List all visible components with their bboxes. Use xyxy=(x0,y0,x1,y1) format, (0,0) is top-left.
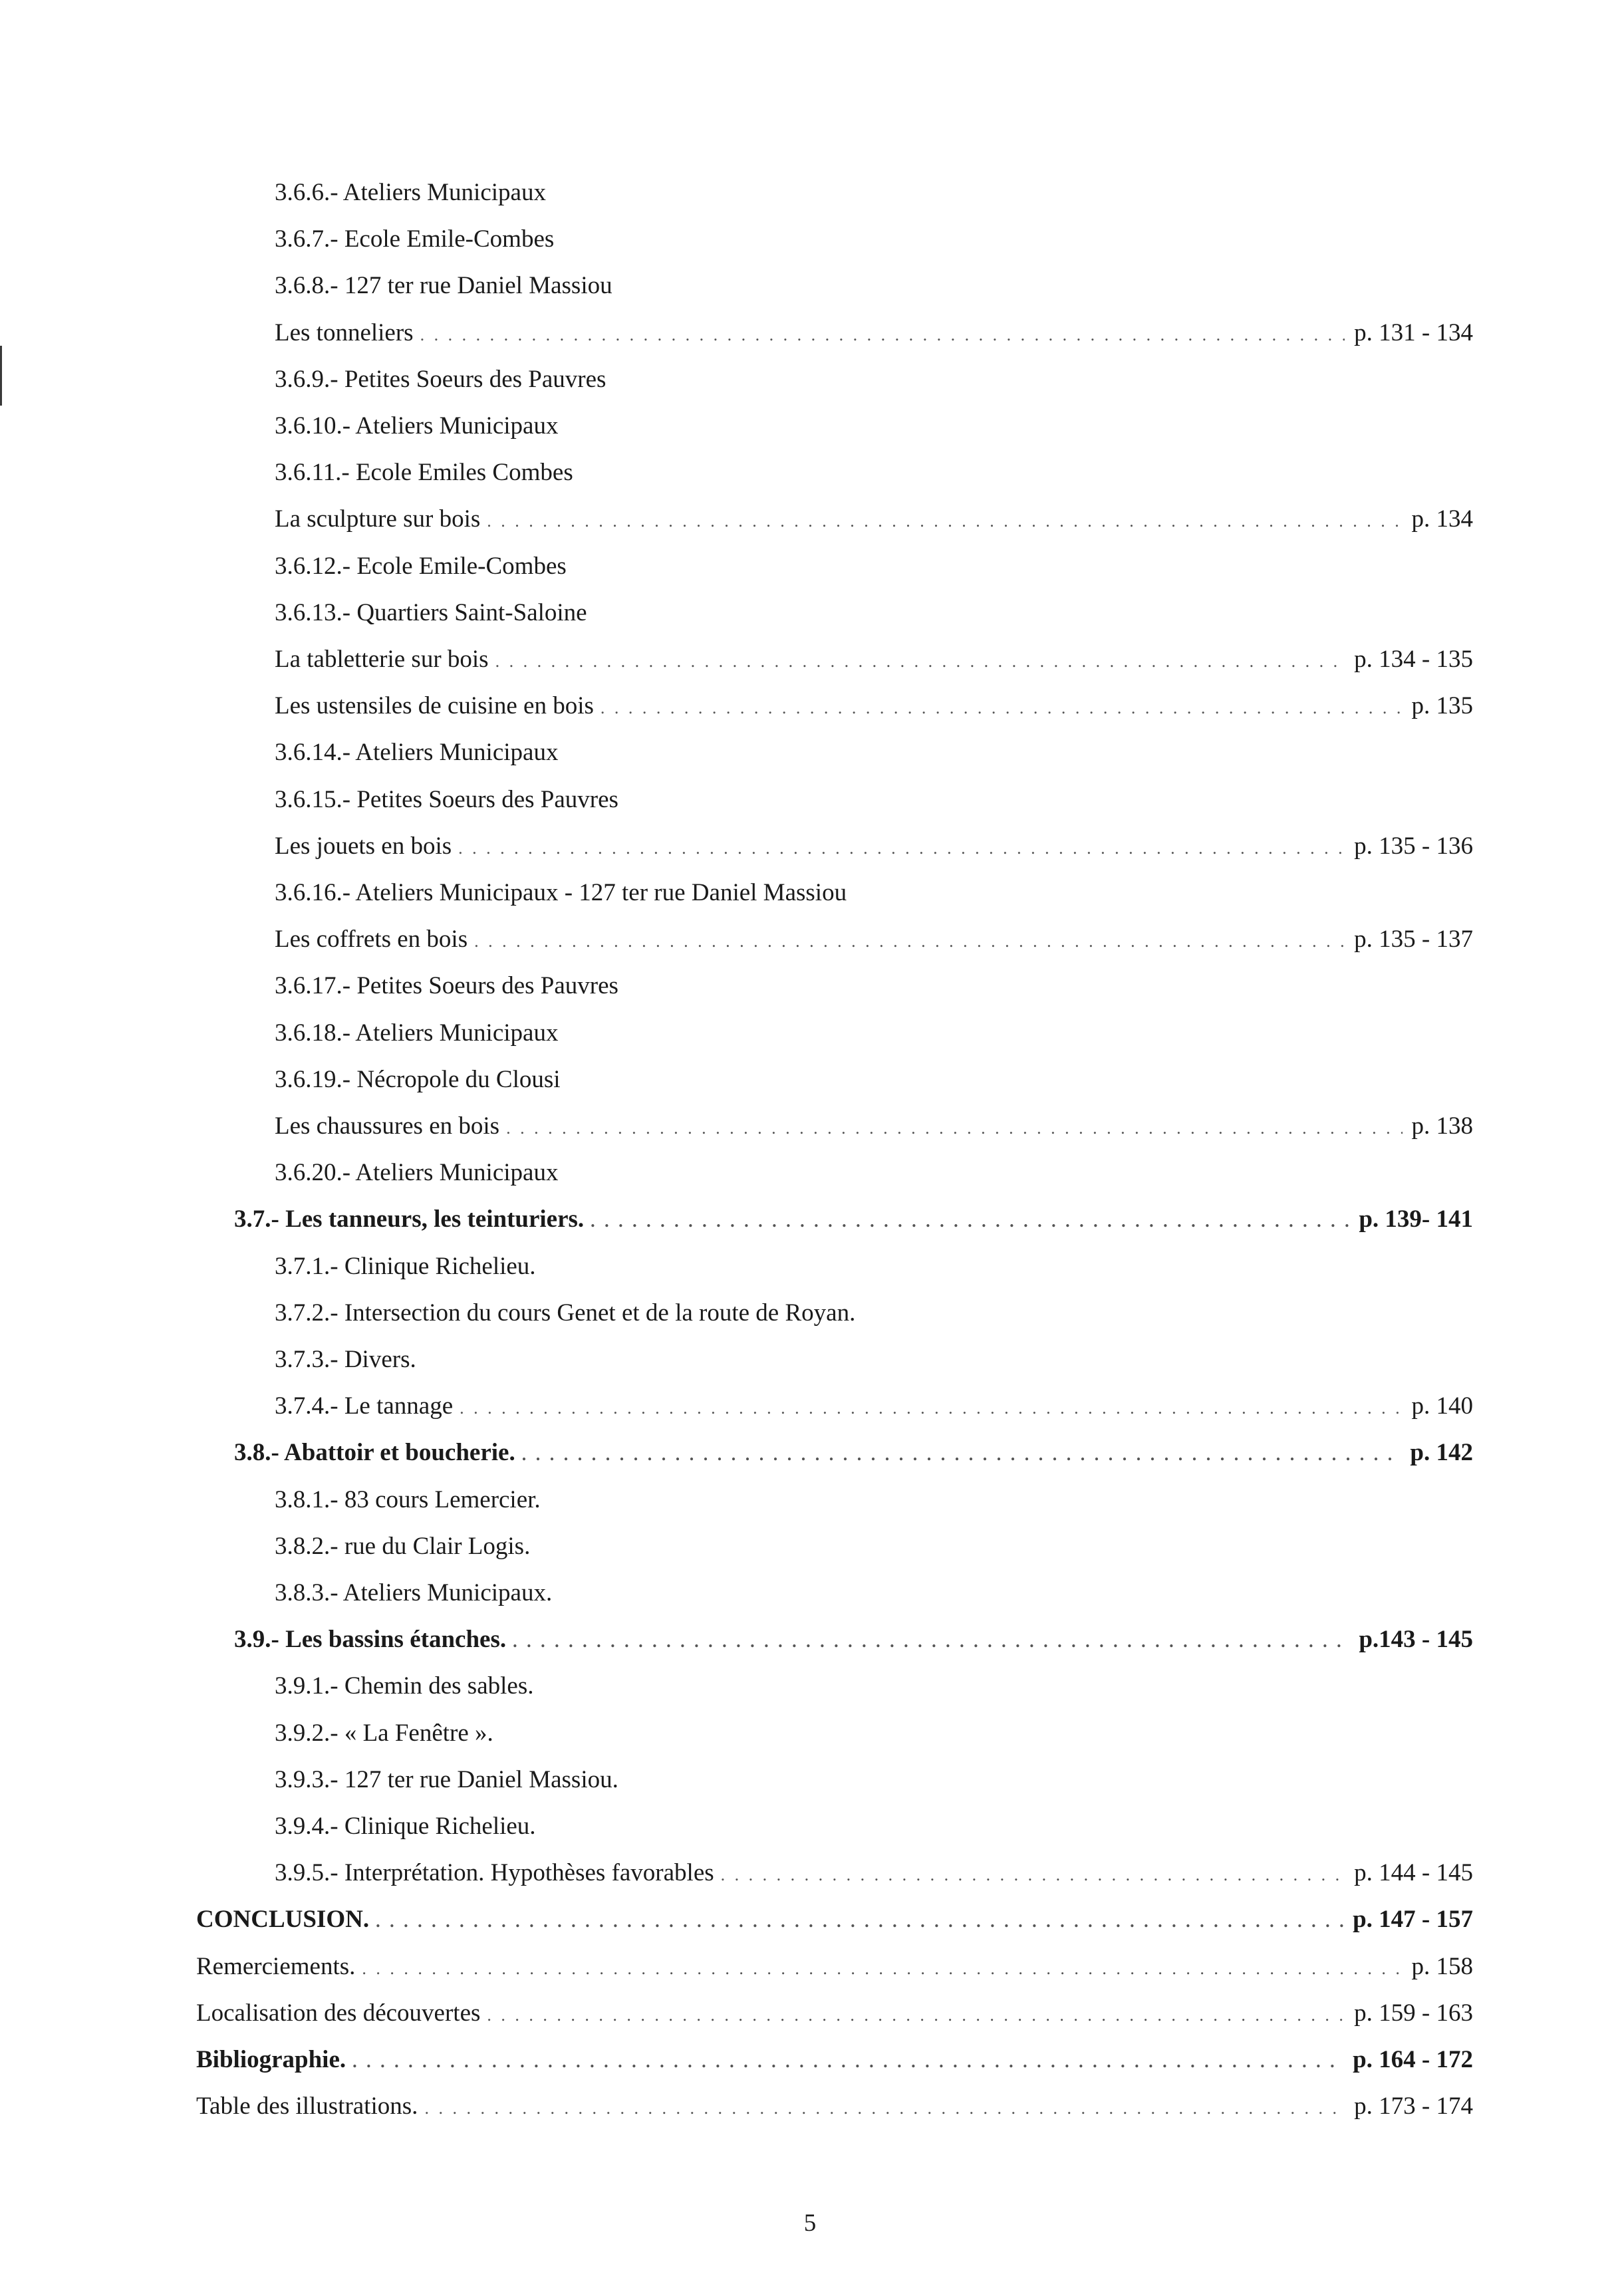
toc-entry-label: Les ustensiles de cuisine en bois xyxy=(275,692,594,719)
toc-entry xyxy=(275,1248,536,1285)
toc-entry-page: p. 173 - 174 xyxy=(1354,2093,1473,2120)
toc-entry-label: Les jouets en bois xyxy=(275,832,452,860)
toc-entry-page: p. 139- 141 xyxy=(1359,1206,1473,1233)
toc-entry-label: 3.7.- Les tanneurs, les teinturiers. xyxy=(234,1206,585,1233)
toc-entry xyxy=(275,874,847,912)
toc-entry-label: Remerciements. xyxy=(196,1953,356,1980)
toc-entry-label: 3.8.1.- 83 cours Lemercier. xyxy=(275,1486,541,1513)
toc-entry xyxy=(275,688,1473,725)
toc-entry xyxy=(275,548,567,585)
toc-entry-label: 3.9.3.- 127 ter rue Daniel Massiou. xyxy=(275,1766,618,1793)
dot-leader xyxy=(458,830,1345,867)
toc-entry-page: p. 158 xyxy=(1411,1953,1473,1980)
toc-entry xyxy=(275,1854,1473,1892)
toc-entry xyxy=(275,1481,541,1519)
toc-entry xyxy=(275,361,606,398)
toc-entry-page: p. 135 - 136 xyxy=(1354,832,1473,860)
toc-entry xyxy=(275,1761,618,1799)
toc-entry-label: 3.6.9.- Petites Soeurs des Pauvres xyxy=(275,366,607,393)
toc-entry xyxy=(196,1901,1473,1938)
toc-entry xyxy=(275,641,1473,678)
toc-entry-label: 3.6.8.- 127 ter rue Daniel Massiou xyxy=(275,272,612,299)
toc-entry-label: 3.6.19.- Nécropole du Clousi xyxy=(275,1066,561,1093)
toc-entry-page: p. 159 - 163 xyxy=(1354,1999,1473,2027)
toc-entry xyxy=(234,1434,1473,1471)
toc-entry-label: 3.6.6.- Ateliers Municipaux xyxy=(275,179,546,206)
toc-entry-label: 3.9.2.- « La Fenêtre ». xyxy=(275,1720,493,1747)
toc-entry xyxy=(196,2041,1473,2079)
toc-entry xyxy=(275,1668,533,1705)
toc-entry xyxy=(275,408,558,445)
dot-leader xyxy=(591,1203,1349,1240)
toc-entry xyxy=(275,174,546,211)
dot-leader xyxy=(474,923,1345,960)
toc-entry-page: p. 135 - 137 xyxy=(1354,926,1473,953)
toc-entry-page: p. 164 - 172 xyxy=(1353,2046,1473,2073)
dot-leader xyxy=(424,2090,1345,2127)
toc-entry-label: 3.6.16.- Ateliers Municipaux - 127 ter rue Daniel Massiou xyxy=(275,879,847,906)
toc-entry xyxy=(275,967,618,1005)
toc-entry-page: p. 134 - 135 xyxy=(1354,646,1473,673)
toc-entry-page: p. 138 xyxy=(1411,1112,1473,1140)
toc-entry-label: CONCLUSION. xyxy=(196,1906,370,1933)
toc-entry xyxy=(275,781,618,819)
toc-entry xyxy=(275,1575,552,1612)
toc-entry xyxy=(275,1154,558,1192)
toc-entry-label: Bibliographie. xyxy=(196,2046,346,2073)
toc-entry xyxy=(275,1108,1473,1145)
toc-entry-page: p. 142 xyxy=(1410,1439,1473,1466)
toc-entry-label: La sculpture sur bois xyxy=(275,505,481,533)
toc-entry-label: 3.6.18.- Ateliers Municipaux xyxy=(275,1019,559,1047)
toc-entry-label: 3.8.2.- rue du Clair Logis. xyxy=(275,1533,531,1560)
dot-leader xyxy=(495,643,1345,680)
dot-leader xyxy=(352,2043,1343,2081)
toc-entry-label: 3.6.11.- Ecole Emiles Combes xyxy=(275,459,573,486)
toc-entry xyxy=(234,1621,1473,1658)
page-number: 5 xyxy=(803,2210,817,2237)
toc-entry-page: p. 140 xyxy=(1411,1392,1473,1420)
toc-entry-page: p. 134 xyxy=(1411,505,1473,533)
toc-entry xyxy=(275,1061,561,1098)
toc-entry xyxy=(275,1528,530,1565)
toc-entry-page: p. 147 - 157 xyxy=(1353,1906,1473,1933)
toc-entry-label: 3.6.12.- Ecole Emile-Combes xyxy=(275,553,567,580)
toc-entry xyxy=(275,921,1473,958)
dot-leader xyxy=(522,1436,1401,1473)
toc-entry-label: Table des illustrations. xyxy=(196,2093,418,2120)
toc-entry-label: 3.6.14.- Ateliers Municipaux xyxy=(275,739,559,766)
toc-entry-label: 3.6.13.- Quartiers Saint-Saloine xyxy=(275,599,587,626)
toc-entry xyxy=(275,828,1473,865)
toc-entry xyxy=(275,734,558,771)
toc-entry xyxy=(196,1948,1473,1985)
toc-entry-label: 3.7.1.- Clinique Richelieu. xyxy=(275,1253,536,1280)
toc-entry-label: 3.7.4.- Le tannage xyxy=(275,1392,454,1420)
toc-entry-label: 3.6.20.- Ateliers Municipaux xyxy=(275,1159,559,1186)
toc-entry-label: 3.8.- Abattoir et boucherie. xyxy=(234,1439,515,1466)
toc-entry-label: 3.6.17.- Petites Soeurs des Pauvres xyxy=(275,972,618,999)
dot-leader xyxy=(362,1950,1402,1987)
toc-entry-label: 3.6.7.- Ecole Emile-Combes xyxy=(275,225,555,253)
toc-entry-label: Les tonneliers xyxy=(275,319,414,346)
toc-entry xyxy=(275,267,612,305)
toc-entry-label: 3.6.10.- Ateliers Municipaux xyxy=(275,412,559,440)
toc-entry xyxy=(196,1995,1473,2032)
toc-entry-label: Localisation des découvertes xyxy=(196,1999,481,2027)
dot-leader xyxy=(420,317,1345,354)
toc-entry-label: 3.8.3.- Ateliers Municipaux. xyxy=(275,1579,553,1606)
toc-entry xyxy=(196,2088,1473,2125)
toc-entry-page: p. 135 xyxy=(1411,692,1473,719)
toc-entry xyxy=(275,1808,536,1845)
toc-entry xyxy=(275,454,573,491)
toc-entry-page: p.143 - 145 xyxy=(1359,1626,1473,1653)
toc-entry xyxy=(275,315,1473,352)
dot-leader xyxy=(721,1856,1345,1894)
toc-entry-label: La tabletterie sur bois xyxy=(275,646,489,673)
toc-entry xyxy=(275,1715,493,1752)
toc-entry-label: 3.6.15.- Petites Soeurs des Pauvres xyxy=(275,786,618,813)
dot-leader xyxy=(487,503,1402,540)
toc-entry xyxy=(275,501,1473,538)
toc-entry-page: p. 144 - 145 xyxy=(1354,1859,1473,1886)
toc-entry xyxy=(275,1341,416,1378)
toc-entry-label: 3.9.1.- Chemin des sables. xyxy=(275,1672,534,1700)
dot-leader xyxy=(376,1903,1343,1940)
toc-entry-label: Les chaussures en bois xyxy=(275,1112,500,1140)
toc-entry xyxy=(234,1201,1473,1238)
toc-entry-label: 3.7.3.- Divers. xyxy=(275,1346,416,1373)
toc-entry xyxy=(275,1388,1473,1425)
toc-entry-page: p. 131 - 134 xyxy=(1354,319,1473,346)
toc-entry-label: 3.9.5.- Interprétation. Hypothèses favorables xyxy=(275,1859,714,1886)
toc-entry-label: Les coffrets en bois xyxy=(275,926,468,953)
dot-leader xyxy=(601,690,1403,727)
dot-leader xyxy=(487,1997,1345,2034)
toc-entry xyxy=(275,1295,855,1332)
toc-entry xyxy=(275,1015,558,1052)
dot-leader xyxy=(460,1390,1402,1427)
scan-margin-mark xyxy=(0,346,2,406)
toc-entry-label: 3.7.2.- Intersection du cours Genet et de la route de Royan. xyxy=(275,1299,856,1327)
toc-entry xyxy=(275,594,587,632)
dot-leader xyxy=(513,1623,1349,1660)
dot-leader xyxy=(506,1110,1402,1147)
toc-entry-label: 3.9.4.- Clinique Richelieu. xyxy=(275,1813,536,1840)
toc-entry-label: 3.9.- Les bassins étanches. xyxy=(234,1626,507,1653)
toc-entry xyxy=(275,221,554,258)
